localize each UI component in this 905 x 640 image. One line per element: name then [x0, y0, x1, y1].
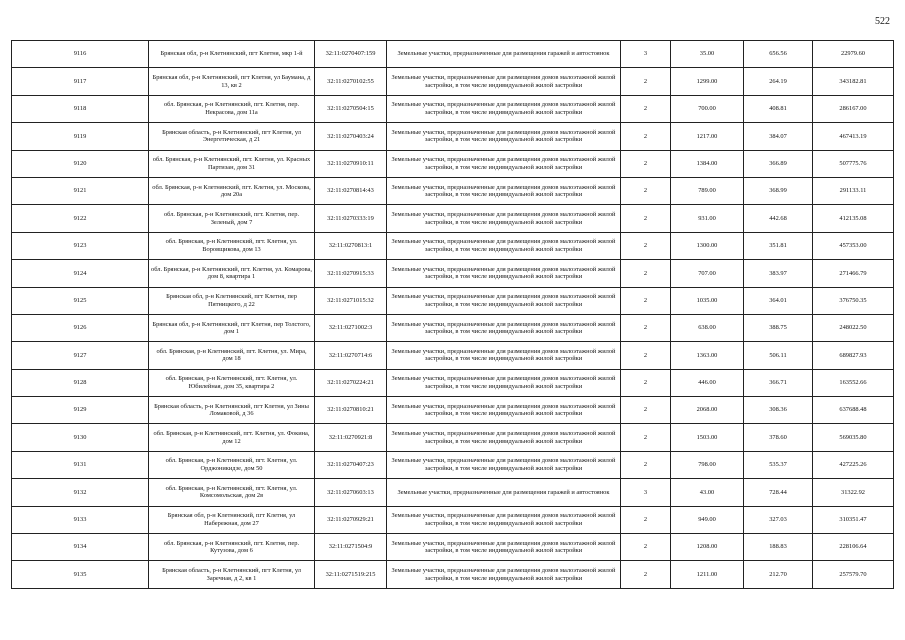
area-cell: 1503.00: [671, 424, 744, 451]
land-use-cell: Земельные участки, предназначенные для размещения домов малоэтажной жилой застройки, в том числе индивидуальной жилой застройки: [387, 561, 621, 588]
cadastral-value-cell: 427225.26: [813, 451, 894, 478]
cadastral-value-cell: 257579.70: [813, 561, 894, 588]
unit-value-cell: 327.03: [744, 506, 813, 533]
area-cell: 1300.00: [671, 232, 744, 259]
group-cell: 3: [621, 479, 671, 506]
cadastral-value-cell: 637688.48: [813, 397, 894, 424]
address-cell: обл. Брянская, р-н Клетнянский, пгт. Клетня, ул. Комарова, дом 8, квартира 1: [149, 260, 315, 287]
land-use-cell: Земельные участки, предназначенные для размещения домов малоэтажной жилой застройки, в том числе индивидуальной жилой застройки: [387, 369, 621, 396]
table-row: [12, 41, 894, 68]
unit-value-cell: 728.44: [744, 479, 813, 506]
cadastral-number-cell: 32:11:0271504:9: [315, 534, 387, 561]
land-use-cell: Земельные участки, предназначенные для размещения гаражей и автостоянок: [387, 479, 621, 506]
area-cell: 1035.00: [671, 287, 744, 314]
row-id-cell: 9128: [12, 369, 149, 396]
area-cell: 43.00: [671, 479, 744, 506]
row-id-cell: 9123: [12, 232, 149, 259]
group-cell: 2: [621, 232, 671, 259]
cadastral-value-cell: 507775.76: [813, 150, 894, 177]
address-cell: Брянская обл, р-н Клетнянский, пгт Клетня, пер Толстого, дом 1: [149, 314, 315, 341]
group-cell: 2: [621, 451, 671, 478]
unit-value-cell: 442.68: [744, 205, 813, 232]
address-cell: обл. Брянская, р-н Клетнянский, пгт. Клетня, ул. Красных Партизан, дом 31: [149, 150, 315, 177]
group-cell: 2: [621, 205, 671, 232]
land-use-cell: Земельные участки, предназначенные для размещения домов малоэтажной жилой застройки, в том числе индивидуальной жилой застройки: [387, 232, 621, 259]
land-registry-table: [11, 40, 894, 589]
unit-value-cell: 656.56: [744, 41, 813, 68]
group-cell: 2: [621, 177, 671, 204]
cadastral-number-cell: 32:11:0270910:11: [315, 150, 387, 177]
unit-value-cell: 308.36: [744, 397, 813, 424]
address-cell: Брянская область, р-н Клетнянский, пгт Клетня, ул Заречная, д 2, кв 1: [149, 561, 315, 588]
area-cell: 2068.00: [671, 397, 744, 424]
row-id-cell: 9132: [12, 479, 149, 506]
land-use-cell: Земельные участки, предназначенные для размещения домов малоэтажной жилой застройки, в том числе индивидуальной жилой застройки: [387, 205, 621, 232]
cadastral-value-cell: 31322.92: [813, 479, 894, 506]
unit-value-cell: 264.19: [744, 68, 813, 95]
address-cell: обл. Брянская, р-н Клетнянский, пгт. Клетня, ул. Комсомольская, дом 2в: [149, 479, 315, 506]
table-row: [12, 424, 894, 451]
row-id-cell: 9129: [12, 397, 149, 424]
group-cell: 2: [621, 123, 671, 150]
land-use-cell: Земельные участки, предназначенные для размещения гаражей и автостоянок: [387, 41, 621, 68]
unit-value-cell: 535.37: [744, 451, 813, 478]
cadastral-number-cell: 32:11:0270810:21: [315, 397, 387, 424]
row-id-cell: 9118: [12, 95, 149, 122]
table-row: [12, 342, 894, 369]
land-use-cell: Земельные участки, предназначенные для размещения домов малоэтажной жилой застройки, в том числе индивидуальной жилой застройки: [387, 68, 621, 95]
cadastral-value-cell: 228106.64: [813, 534, 894, 561]
cadastral-number-cell: 32:11:0270102:55: [315, 68, 387, 95]
row-id-cell: 9134: [12, 534, 149, 561]
group-cell: 2: [621, 287, 671, 314]
land-use-cell: Земельные участки, предназначенные для размещения домов малоэтажной жилой застройки, в том числе индивидуальной жилой застройки: [387, 287, 621, 314]
group-cell: 2: [621, 314, 671, 341]
cadastral-number-cell: 32:11:0271015:32: [315, 287, 387, 314]
table-row: [12, 314, 894, 341]
land-use-cell: Земельные участки, предназначенные для размещения домов малоэтажной жилой застройки, в том числе индивидуальной жилой застройки: [387, 506, 621, 533]
cadastral-number-cell: 32:11:0270224:21: [315, 369, 387, 396]
area-cell: 1299.00: [671, 68, 744, 95]
group-cell: 2: [621, 561, 671, 588]
table-row: [12, 177, 894, 204]
table-row: [12, 150, 894, 177]
row-id-cell: 9116: [12, 41, 149, 68]
cadastral-value-cell: 271466.79: [813, 260, 894, 287]
row-id-cell: 9125: [12, 287, 149, 314]
area-cell: 638.00: [671, 314, 744, 341]
table-row: [12, 68, 894, 95]
cadastral-value-cell: 569035.80: [813, 424, 894, 451]
cadastral-number-cell: 32:11:0270603:13: [315, 479, 387, 506]
unit-value-cell: 212.70: [744, 561, 813, 588]
cadastral-number-cell: 32:11:0270915:33: [315, 260, 387, 287]
land-use-cell: Земельные участки, предназначенные для размещения домов малоэтажной жилой застройки, в том числе индивидуальной жилой застройки: [387, 95, 621, 122]
table-row: [12, 123, 894, 150]
area-cell: 789.00: [671, 177, 744, 204]
group-cell: 2: [621, 342, 671, 369]
group-cell: 3: [621, 41, 671, 68]
address-cell: Брянская обл, р-н Клетнянский, пгт Клетня, пер Пятницкого, д 22: [149, 287, 315, 314]
unit-value-cell: 368.99: [744, 177, 813, 204]
cadastral-number-cell: 32:11:0270814:43: [315, 177, 387, 204]
area-cell: 35.00: [671, 41, 744, 68]
cadastral-value-cell: 467413.19: [813, 123, 894, 150]
table-row: [12, 479, 894, 506]
cadastral-value-cell: 376750.35: [813, 287, 894, 314]
area-cell: 446.00: [671, 369, 744, 396]
table-row: [12, 451, 894, 478]
address-cell: обл. Брянская, р-н Клетнянский, пгт. Клетня, ул. Юбилейная, дом 35, квартира 2: [149, 369, 315, 396]
row-id-cell: 9135: [12, 561, 149, 588]
address-cell: Брянская область, р-н Клетнянский, пгт Клетня, ул Зины Ломаковой, д 36: [149, 397, 315, 424]
cadastral-number-cell: 32:11:0270714:6: [315, 342, 387, 369]
row-id-cell: 9131: [12, 451, 149, 478]
row-id-cell: 9130: [12, 424, 149, 451]
address-cell: Брянская обл, р-н Клетнянский, пгт Клетня, мкр 1-й: [149, 41, 315, 68]
cadastral-number-cell: 32:11:0271519:215: [315, 561, 387, 588]
group-cell: 2: [621, 534, 671, 561]
address-cell: обл. Брянская, р-н Клетнянский, пгт. Клетня, ул. Мира, дом 18: [149, 342, 315, 369]
unit-value-cell: 388.75: [744, 314, 813, 341]
unit-value-cell: 383.97: [744, 260, 813, 287]
address-cell: Брянская обл, р-н Клетнянский, пгт Клетня, ул Набережная, дом 27: [149, 506, 315, 533]
area-cell: 1208.00: [671, 534, 744, 561]
row-id-cell: 9124: [12, 260, 149, 287]
address-cell: обл. Брянская, р-н Клетнянский, пгт. Клетня, пер. Некрасова, дом 11а: [149, 95, 315, 122]
area-cell: 1363.00: [671, 342, 744, 369]
table-row: [12, 534, 894, 561]
area-cell: 949.00: [671, 506, 744, 533]
unit-value-cell: 366.89: [744, 150, 813, 177]
cadastral-number-cell: 32:11:0270921:8: [315, 424, 387, 451]
cadastral-value-cell: 163552.66: [813, 369, 894, 396]
row-id-cell: 9117: [12, 68, 149, 95]
row-id-cell: 9127: [12, 342, 149, 369]
address-cell: обл. Брянская, р-н Клетнянский, пгт. Клетня, ул. Орджоникидзе, дом 50: [149, 451, 315, 478]
cadastral-number-cell: 32:11:0270407:23: [315, 451, 387, 478]
table-body: [12, 41, 894, 589]
row-id-cell: 9120: [12, 150, 149, 177]
cadastral-value-cell: 457353.00: [813, 232, 894, 259]
table-row: [12, 205, 894, 232]
table-row: [12, 287, 894, 314]
cadastral-value-cell: 291133.11: [813, 177, 894, 204]
row-id-cell: 9122: [12, 205, 149, 232]
land-use-cell: Земельные участки, предназначенные для размещения домов малоэтажной жилой застройки, в том числе индивидуальной жилой застройки: [387, 260, 621, 287]
land-use-cell: Земельные участки, предназначенные для размещения домов малоэтажной жилой застройки, в том числе индивидуальной жилой застройки: [387, 150, 621, 177]
row-id-cell: 9119: [12, 123, 149, 150]
page-number: 522: [875, 16, 890, 27]
area-cell: 1384.00: [671, 150, 744, 177]
unit-value-cell: 408.81: [744, 95, 813, 122]
address-cell: обл. Брянская, р-н Клетнянский, пгт. Клетня, пер. Зеленый, дом 7: [149, 205, 315, 232]
group-cell: 2: [621, 424, 671, 451]
land-use-cell: Земельные участки, предназначенные для размещения домов малоэтажной жилой застройки, в том числе индивидуальной жилой застройки: [387, 451, 621, 478]
cadastral-value-cell: 412135.08: [813, 205, 894, 232]
unit-value-cell: 378.60: [744, 424, 813, 451]
table-row: [12, 260, 894, 287]
cadastral-number-cell: 32:11:0270333:19: [315, 205, 387, 232]
address-cell: Брянская область, р-н Клетнянский, пгт Клетня, ул Энергетическая, д 21: [149, 123, 315, 150]
land-use-cell: Земельные участки, предназначенные для размещения домов малоэтажной жилой застройки, в том числе индивидуальной жилой застройки: [387, 424, 621, 451]
cadastral-value-cell: 689827.93: [813, 342, 894, 369]
cadastral-number-cell: 32:11:0270929:21: [315, 506, 387, 533]
land-use-cell: Земельные участки, предназначенные для размещения домов малоэтажной жилой застройки, в том числе индивидуальной жилой застройки: [387, 397, 621, 424]
group-cell: 2: [621, 260, 671, 287]
unit-value-cell: 366.71: [744, 369, 813, 396]
address-cell: обл. Брянская, р-н Клетнянский, пгт. Клетня, ул. Фокина, дом 12: [149, 424, 315, 451]
area-cell: 1217.00: [671, 123, 744, 150]
unit-value-cell: 384.07: [744, 123, 813, 150]
group-cell: 2: [621, 68, 671, 95]
land-use-cell: Земельные участки, предназначенные для размещения домов малоэтажной жилой застройки, в том числе индивидуальной жилой застройки: [387, 342, 621, 369]
table-row: [12, 369, 894, 396]
group-cell: 2: [621, 369, 671, 396]
table-row: [12, 561, 894, 588]
cadastral-number-cell: 32:11:0271002:3: [315, 314, 387, 341]
row-id-cell: 9121: [12, 177, 149, 204]
land-use-cell: Земельные участки, предназначенные для размещения домов малоэтажной жилой застройки, в том числе индивидуальной жилой застройки: [387, 123, 621, 150]
address-cell: обл. Брянская, р-н Клетнянский, пгт. Клетня, ул. Воровщикова, дом 13: [149, 232, 315, 259]
area-cell: 798.00: [671, 451, 744, 478]
cadastral-value-cell: 286167.00: [813, 95, 894, 122]
address-cell: Брянская обл, р-н Клетнянский, пгт Клетня, ул Баумана, д 13, кв 2: [149, 68, 315, 95]
cadastral-number-cell: 32:11:0270813:1: [315, 232, 387, 259]
cadastral-value-cell: 248022.50: [813, 314, 894, 341]
land-use-cell: Земельные участки, предназначенные для размещения домов малоэтажной жилой застройки, в том числе индивидуальной жилой застройки: [387, 177, 621, 204]
cadastral-number-cell: 32:11:0270403:24: [315, 123, 387, 150]
unit-value-cell: 506.11: [744, 342, 813, 369]
cadastral-value-cell: 343182.81: [813, 68, 894, 95]
area-cell: 931.00: [671, 205, 744, 232]
group-cell: 2: [621, 150, 671, 177]
cadastral-value-cell: 22979.60: [813, 41, 894, 68]
table-row: [12, 95, 894, 122]
unit-value-cell: 351.81: [744, 232, 813, 259]
cadastral-number-cell: 32:11:0270504:15: [315, 95, 387, 122]
area-cell: 1211.00: [671, 561, 744, 588]
area-cell: 700.00: [671, 95, 744, 122]
table-row: [12, 232, 894, 259]
address-cell: обл. Брянская, р-н Клетнянский, пгт. Клетня, пер. Кутузова, дом 6: [149, 534, 315, 561]
group-cell: 2: [621, 397, 671, 424]
table-row: [12, 397, 894, 424]
area-cell: 707.00: [671, 260, 744, 287]
unit-value-cell: 188.83: [744, 534, 813, 561]
unit-value-cell: 364.01: [744, 287, 813, 314]
cadastral-number-cell: 32:11:0270407:159: [315, 41, 387, 68]
table-row: [12, 506, 894, 533]
group-cell: 2: [621, 95, 671, 122]
row-id-cell: 9126: [12, 314, 149, 341]
address-cell: обл. Брянская, р-н Клетнянский, пгт. Клетня, ул. Москова, дом 20а: [149, 177, 315, 204]
cadastral-value-cell: 310351.47: [813, 506, 894, 533]
land-use-cell: Земельные участки, предназначенные для размещения домов малоэтажной жилой застройки, в том числе индивидуальной жилой застройки: [387, 534, 621, 561]
group-cell: 2: [621, 506, 671, 533]
row-id-cell: 9133: [12, 506, 149, 533]
land-use-cell: Земельные участки, предназначенные для размещения домов малоэтажной жилой застройки, в том числе индивидуальной жилой застройки: [387, 314, 621, 341]
